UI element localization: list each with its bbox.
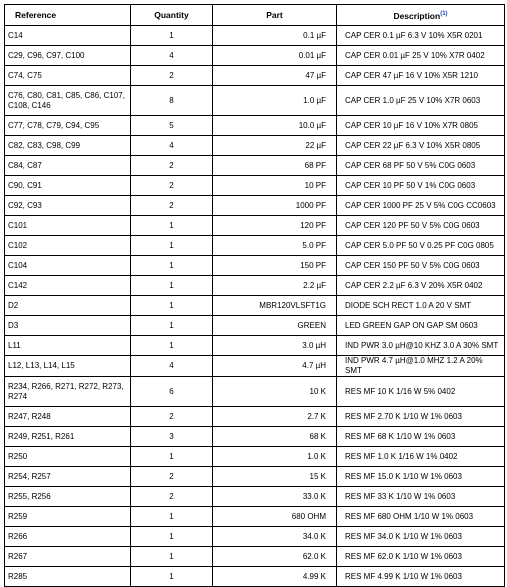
description-cell: RES MF 62.0 K 1/10 W 1% 0603 <box>337 547 505 567</box>
reference-cell: C14 <box>5 26 131 46</box>
quantity-cell: 5 <box>131 116 213 136</box>
quantity-cell: 2 <box>131 467 213 487</box>
reference-cell: C74, C75 <box>5 66 131 86</box>
table-row <box>5 507 505 527</box>
reference-cell: R266 <box>5 527 131 547</box>
part-cell: 10 K <box>213 377 337 407</box>
quantity-cell: 2 <box>131 407 213 427</box>
part-cell: 4.99 K <box>213 567 337 587</box>
description-cell: CAP CER 150 PF 50 V 5% C0G 0603 <box>337 256 505 276</box>
description-cell: RES MF 680 OHM 1/10 W 1% 0603 <box>337 507 505 527</box>
part-cell: 47 µF <box>213 66 337 86</box>
part-cell: 680 OHM <box>213 507 337 527</box>
quantity-cell: 4 <box>131 356 213 377</box>
description-cell: CAP CER 0.01 µF 25 V 10% X7R 0402 <box>337 46 505 66</box>
quantity-cell: 1 <box>131 567 213 587</box>
reference-cell: C82, C83, C98, C99 <box>5 136 131 156</box>
quantity-cell: 2 <box>131 66 213 86</box>
reference-cell: R267 <box>5 547 131 567</box>
part-cell: 33.0 K <box>213 487 337 507</box>
reference-cell: R259 <box>5 507 131 527</box>
quantity-cell: 1 <box>131 447 213 467</box>
reference-cell: C102 <box>5 236 131 256</box>
quantity-cell: 1 <box>131 256 213 276</box>
quantity-cell: 1 <box>131 26 213 46</box>
table-row <box>5 136 505 156</box>
table-row <box>5 156 505 176</box>
table-row <box>5 116 505 136</box>
part-cell: GREEN <box>213 316 337 336</box>
quantity-cell: 1 <box>131 527 213 547</box>
table-row <box>5 276 505 296</box>
header-description <box>337 5 505 26</box>
quantity-cell: 6 <box>131 377 213 407</box>
quantity-cell: 2 <box>131 176 213 196</box>
quantity-cell: 4 <box>131 136 213 156</box>
part-cell: 150 PF <box>213 256 337 276</box>
table-row <box>5 316 505 336</box>
part-cell: 120 PF <box>213 216 337 236</box>
reference-cell: R285 <box>5 567 131 587</box>
table-row <box>5 447 505 467</box>
table-row <box>5 527 505 547</box>
quantity-cell: 1 <box>131 336 213 356</box>
part-cell: 2.7 K <box>213 407 337 427</box>
reference-cell: C142 <box>5 276 131 296</box>
part-cell: 34.0 K <box>213 527 337 547</box>
table-row <box>5 176 505 196</box>
table-row <box>5 427 505 447</box>
part-cell: 22 µF <box>213 136 337 156</box>
reference-cell: L11 <box>5 336 131 356</box>
reference-cell: R247, R248 <box>5 407 131 427</box>
description-cell: RES MF 10 K 1/16 W 5% 0402 <box>337 377 505 407</box>
description-cell: IND PWR 3.0 µH@10 KHZ 3.0 A 30% SMT <box>337 336 505 356</box>
description-cell: RES MF 68 K 1/10 W 1% 0603 <box>337 427 505 447</box>
table-row <box>5 356 505 377</box>
reference-cell: R249, R251, R261 <box>5 427 131 447</box>
part-cell: MBR120VLSFT1G <box>213 296 337 316</box>
description-cell: DIODE SCH RECT 1.0 A 20 V SMT <box>337 296 505 316</box>
part-cell: 68 PF <box>213 156 337 176</box>
reference-cell: C84, C87 <box>5 156 131 176</box>
table-row <box>5 66 505 86</box>
description-cell: RES MF 34.0 K 1/10 W 1% 0603 <box>337 527 505 547</box>
quantity-cell: 1 <box>131 296 213 316</box>
table-body <box>5 26 505 587</box>
table-row <box>5 86 505 116</box>
quantity-cell: 1 <box>131 236 213 256</box>
quantity-cell: 1 <box>131 547 213 567</box>
description-cell: CAP CER 120 PF 50 V 5% C0G 0603 <box>337 216 505 236</box>
part-cell: 3.0 µH <box>213 336 337 356</box>
description-cell: CAP CER 68 PF 50 V 5% C0G 0603 <box>337 156 505 176</box>
quantity-cell: 1 <box>131 276 213 296</box>
description-cell: LED GREEN GAP ON GAP SM 0603 <box>337 316 505 336</box>
table-row <box>5 26 505 46</box>
description-cell: RES MF 33 K 1/10 W 1% 0603 <box>337 487 505 507</box>
description-cell: IND PWR 4.7 µH@1.0 MHZ 1.2 A 20% SMT <box>337 356 505 377</box>
quantity-cell: 1 <box>131 216 213 236</box>
reference-cell: C92, C93 <box>5 196 131 216</box>
table-row <box>5 407 505 427</box>
reference-cell: C76, C80, C81, C85, C86, C107, C108, C146 <box>5 86 131 116</box>
quantity-cell: 4 <box>131 46 213 66</box>
description-cell: RES MF 1.0 K 1/16 W 1% 0402 <box>337 447 505 467</box>
description-cell: RES MF 2.70 K 1/10 W 1% 0603 <box>337 407 505 427</box>
part-cell: 1.0 µF <box>213 86 337 116</box>
reference-cell: C104 <box>5 256 131 276</box>
description-cell: CAP CER 10 PF 50 V 1% C0G 0603 <box>337 176 505 196</box>
description-cell: CAP CER 22 µF 6.3 V 10% X5R 0805 <box>337 136 505 156</box>
table-row <box>5 196 505 216</box>
table-row <box>5 547 505 567</box>
reference-cell: C90, C91 <box>5 176 131 196</box>
description-cell: CAP CER 2.2 µF 6.3 V 20% X5R 0402 <box>337 276 505 296</box>
reference-cell: C101 <box>5 216 131 236</box>
table-row <box>5 296 505 316</box>
table-row <box>5 487 505 507</box>
description-cell: CAP CER 0.1 µF 6.3 V 10% X5R 0201 <box>337 26 505 46</box>
table-row <box>5 256 505 276</box>
reference-cell: R234, R266, R271, R272, R273, R274 <box>5 377 131 407</box>
description-cell: CAP CER 5.0 PF 50 V 0.25 PF C0G 0805 <box>337 236 505 256</box>
description-cell: CAP CER 1.0 µF 25 V 10% X7R 0603 <box>337 86 505 116</box>
table-row <box>5 377 505 407</box>
table-row <box>5 216 505 236</box>
reference-cell: D2 <box>5 296 131 316</box>
table-row <box>5 336 505 356</box>
description-cell: RES MF 15.0 K 1/10 W 1% 0603 <box>337 467 505 487</box>
description-cell: CAP CER 1000 PF 25 V 5% C0G CC0603 <box>337 196 505 216</box>
table-row <box>5 467 505 487</box>
part-cell: 10 PF <box>213 176 337 196</box>
part-cell: 10.0 µF <box>213 116 337 136</box>
reference-cell: R250 <box>5 447 131 467</box>
part-cell: 62.0 K <box>213 547 337 567</box>
footnote-link[interactable]: (1) <box>440 11 448 18</box>
quantity-cell: 1 <box>131 316 213 336</box>
table-row <box>5 46 505 66</box>
quantity-cell: 2 <box>131 487 213 507</box>
bill-of-materials-table <box>4 4 505 587</box>
part-cell: 5.0 PF <box>213 236 337 256</box>
description-cell: CAP CER 47 µF 16 V 10% X5R 1210 <box>337 66 505 86</box>
reference-cell: D3 <box>5 316 131 336</box>
table-row <box>5 236 505 256</box>
quantity-cell: 2 <box>131 196 213 216</box>
description-cell: RES MF 4.99 K 1/10 W 1% 0603 <box>337 567 505 587</box>
part-cell: 68 K <box>213 427 337 447</box>
header-part: Part <box>213 5 337 26</box>
header-quantity: Quantity <box>131 5 213 26</box>
part-cell: 0.1 µF <box>213 26 337 46</box>
reference-cell: C77, C78, C79, C94, C95 <box>5 116 131 136</box>
quantity-cell: 2 <box>131 156 213 176</box>
part-cell: 1.0 K <box>213 447 337 467</box>
quantity-cell: 8 <box>131 86 213 116</box>
reference-cell: L12, L13, L14, L15 <box>5 356 131 377</box>
quantity-cell: 1 <box>131 507 213 527</box>
reference-cell: C29, C96, C97, C100 <box>5 46 131 66</box>
part-cell: 15 K <box>213 467 337 487</box>
reference-cell: R255, R256 <box>5 487 131 507</box>
description-cell: CAP CER 10 µF 16 V 10% X7R 0805 <box>337 116 505 136</box>
part-cell: 1000 PF <box>213 196 337 216</box>
quantity-cell: 3 <box>131 427 213 447</box>
reference-cell: R254, R257 <box>5 467 131 487</box>
part-cell: 4.7 µH <box>213 356 337 377</box>
part-cell: 2.2 µF <box>213 276 337 296</box>
header-description-label: Description <box>393 10 441 21</box>
header-reference: Reference <box>5 5 131 26</box>
header-row <box>5 5 505 26</box>
part-cell: 0.01 µF <box>213 46 337 66</box>
